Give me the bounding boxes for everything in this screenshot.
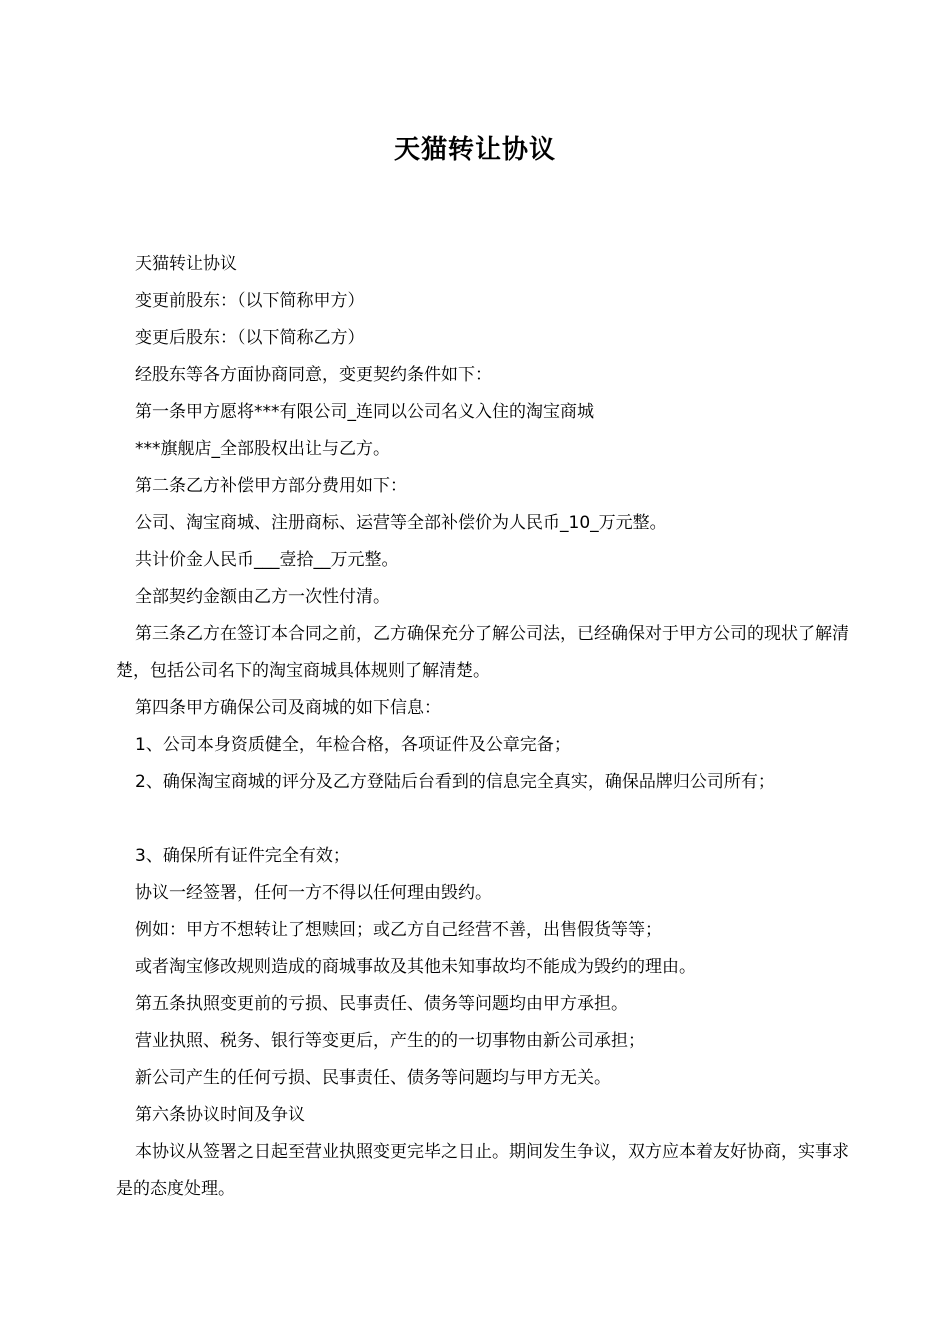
paragraph-agreement-intro: 经股东等各方面协商同意，变更契约条件如下：: [135, 365, 492, 385]
paragraph-article-4: 第四条甲方确保公司及商城的如下信息：: [135, 698, 441, 718]
paragraph-article-5: 第五条执照变更前的亏损、民事责任、债务等问题均由甲方承担。: [135, 994, 628, 1014]
paragraph-article-2: 第二条乙方补偿甲方部分费用如下：: [135, 476, 407, 496]
paragraph-new-company: 新公司产生的任何亏损、民事责任、债务等问题均与甲方无关。: [135, 1068, 611, 1088]
paragraph-item-1: 1、公司本身资质健全，年检合格，各项证件及公章完备；: [135, 735, 571, 755]
paragraph-party-a: 变更前股东：（以下简称甲方）: [135, 291, 365, 311]
paragraph-party-b: 变更后股东：（以下简称乙方）: [135, 328, 365, 348]
paragraph-payment: 全部契约金额由乙方一次性付清。: [135, 587, 390, 607]
paragraph-no-breach: 协议一经签署，任何一方不得以任何理由毁约。: [135, 883, 492, 903]
document-title: 天猫转让协议: [393, 135, 556, 165]
paragraph-article-3: 第三条乙方在签订本合同之前，乙方确保充分了解公司法，已经确保对于甲方公司的现状了解清楚，包括公司名下的淘宝商城具体规则了解清楚。: [116, 624, 849, 681]
paragraph-example: 例如：甲方不想转让了想赎回；或乙方自己经营不善，出售假货等等；: [135, 920, 662, 940]
paragraph-compensation: 公司、淘宝商城、注册商标、运营等全部补偿价为人民币_10_万元整。: [135, 513, 667, 533]
paragraph-article-1-cont: ***旗舰店_全部股权出让与乙方。: [135, 439, 390, 459]
document-body: [116, 246, 856, 1208]
paragraph-article-1: 第一条甲方愿将***有限公司_连同以公司名义入住的淘宝商城: [135, 402, 594, 422]
paragraph-after-change: 营业执照、税务、银行等变更后，产生的的一切事物由新公司承担；: [135, 1031, 645, 1051]
paragraph-total-price: 共计价金人民币___壹拾__万元整。: [135, 550, 399, 570]
paragraph-taobao-rules: 或者淘宝修改规则造成的商城事故及其他未知事故均不能成为毁约的理由。: [135, 957, 696, 977]
paragraph-heading: 天猫转让协议: [135, 254, 237, 274]
paragraph-item-2: 2、确保淘宝商城的评分及乙方登陆后台看到的信息完全真实，确保品牌归公司所有；: [135, 772, 775, 792]
paragraph-item-3: 3、确保所有证件完全有效；: [135, 846, 350, 866]
paragraph-article-6: 第六条协议时间及争议: [135, 1105, 305, 1125]
paragraph-duration: 本协议从签署之日起至营业执照变更完毕之日止。期间发生争议，双方应本着友好协商，实事求是的态度处理。: [116, 1142, 849, 1199]
blank-line: [116, 801, 856, 838]
